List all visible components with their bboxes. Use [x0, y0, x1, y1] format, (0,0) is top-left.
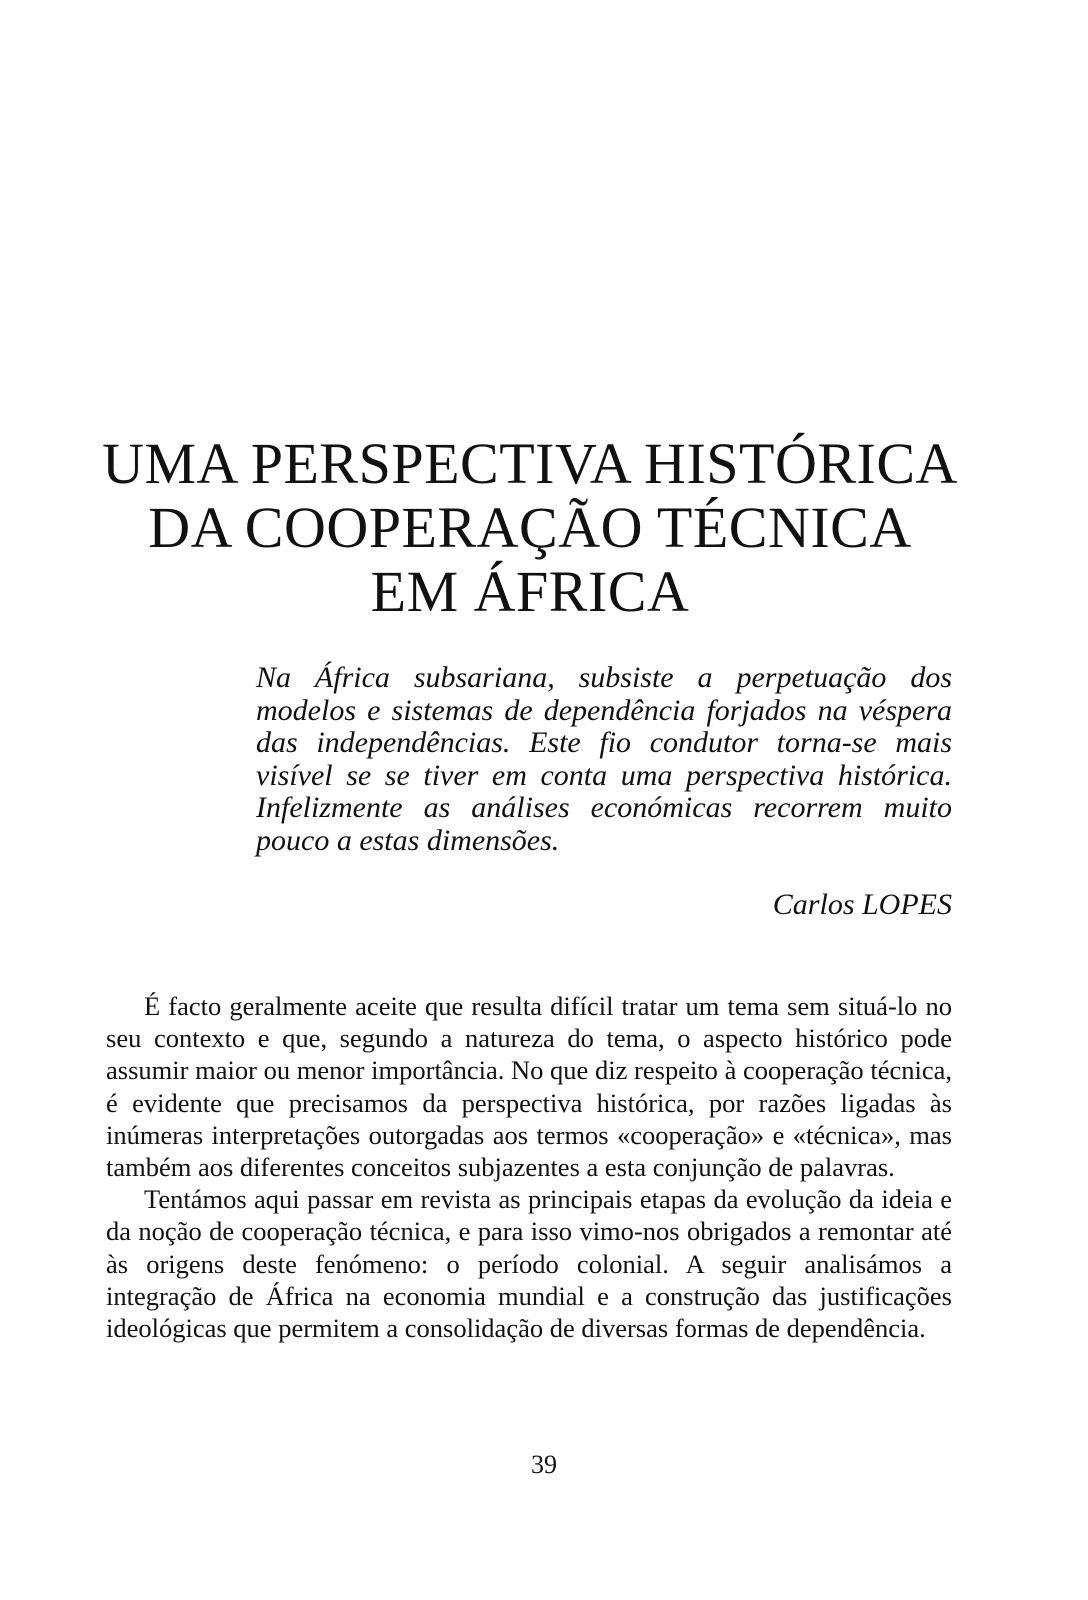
article-body — [106, 990, 952, 1344]
article-abstract: Na África subsariana, subsiste a perpetuação dos modelos e sistemas de dependência forjados na véspera das independências. Este fio condutor torna-se mais visível se se tiver em conta uma perspectiva histórica. Infelizmente as análises económicas recorrem muito pouco a estas dimensões. — [256, 661, 952, 857]
article-title — [100, 432, 960, 624]
title-line-3: EM ÁFRICA — [370, 559, 690, 624]
title-line-2: DA COOPERAÇÃO TÉCNICA — [148, 495, 912, 560]
body-paragraph-1: É facto geralmente aceite que resulta difícil tratar um tema sem situá-lo no seu contexto e que, segundo a natureza do tema, o aspecto histórico pode assumir maior ou menor importância. No que diz respeito à cooperação técnica, é evidente que precisamos da perspectiva histórica, por razões ligadas às inúmeras interpretações outorgadas aos termos «cooperação» e «técnica», mas também aos diferentes conceitos subjazentes a esta conjunção de palavras. — [106, 991, 952, 1183]
body-paragraph-2: Tentámos aqui passar em revista as principais etapas da evolução da ideia e da noção de cooperação técnica, e para isso vimo-nos obrigados a remontar até às origens deste fenómeno: o período colonial. A seguir analisámos a integração de África na economia mundial e a construção das justificações ideológicas que permitem a consolidação de diversas formas de dependência. — [106, 1184, 952, 1344]
article-author: Carlos LOPES — [772, 888, 952, 921]
title-line-1: UMA PERSPECTIVA HISTÓRICA — [102, 431, 958, 496]
page-number: 39 — [531, 1450, 557, 1479]
